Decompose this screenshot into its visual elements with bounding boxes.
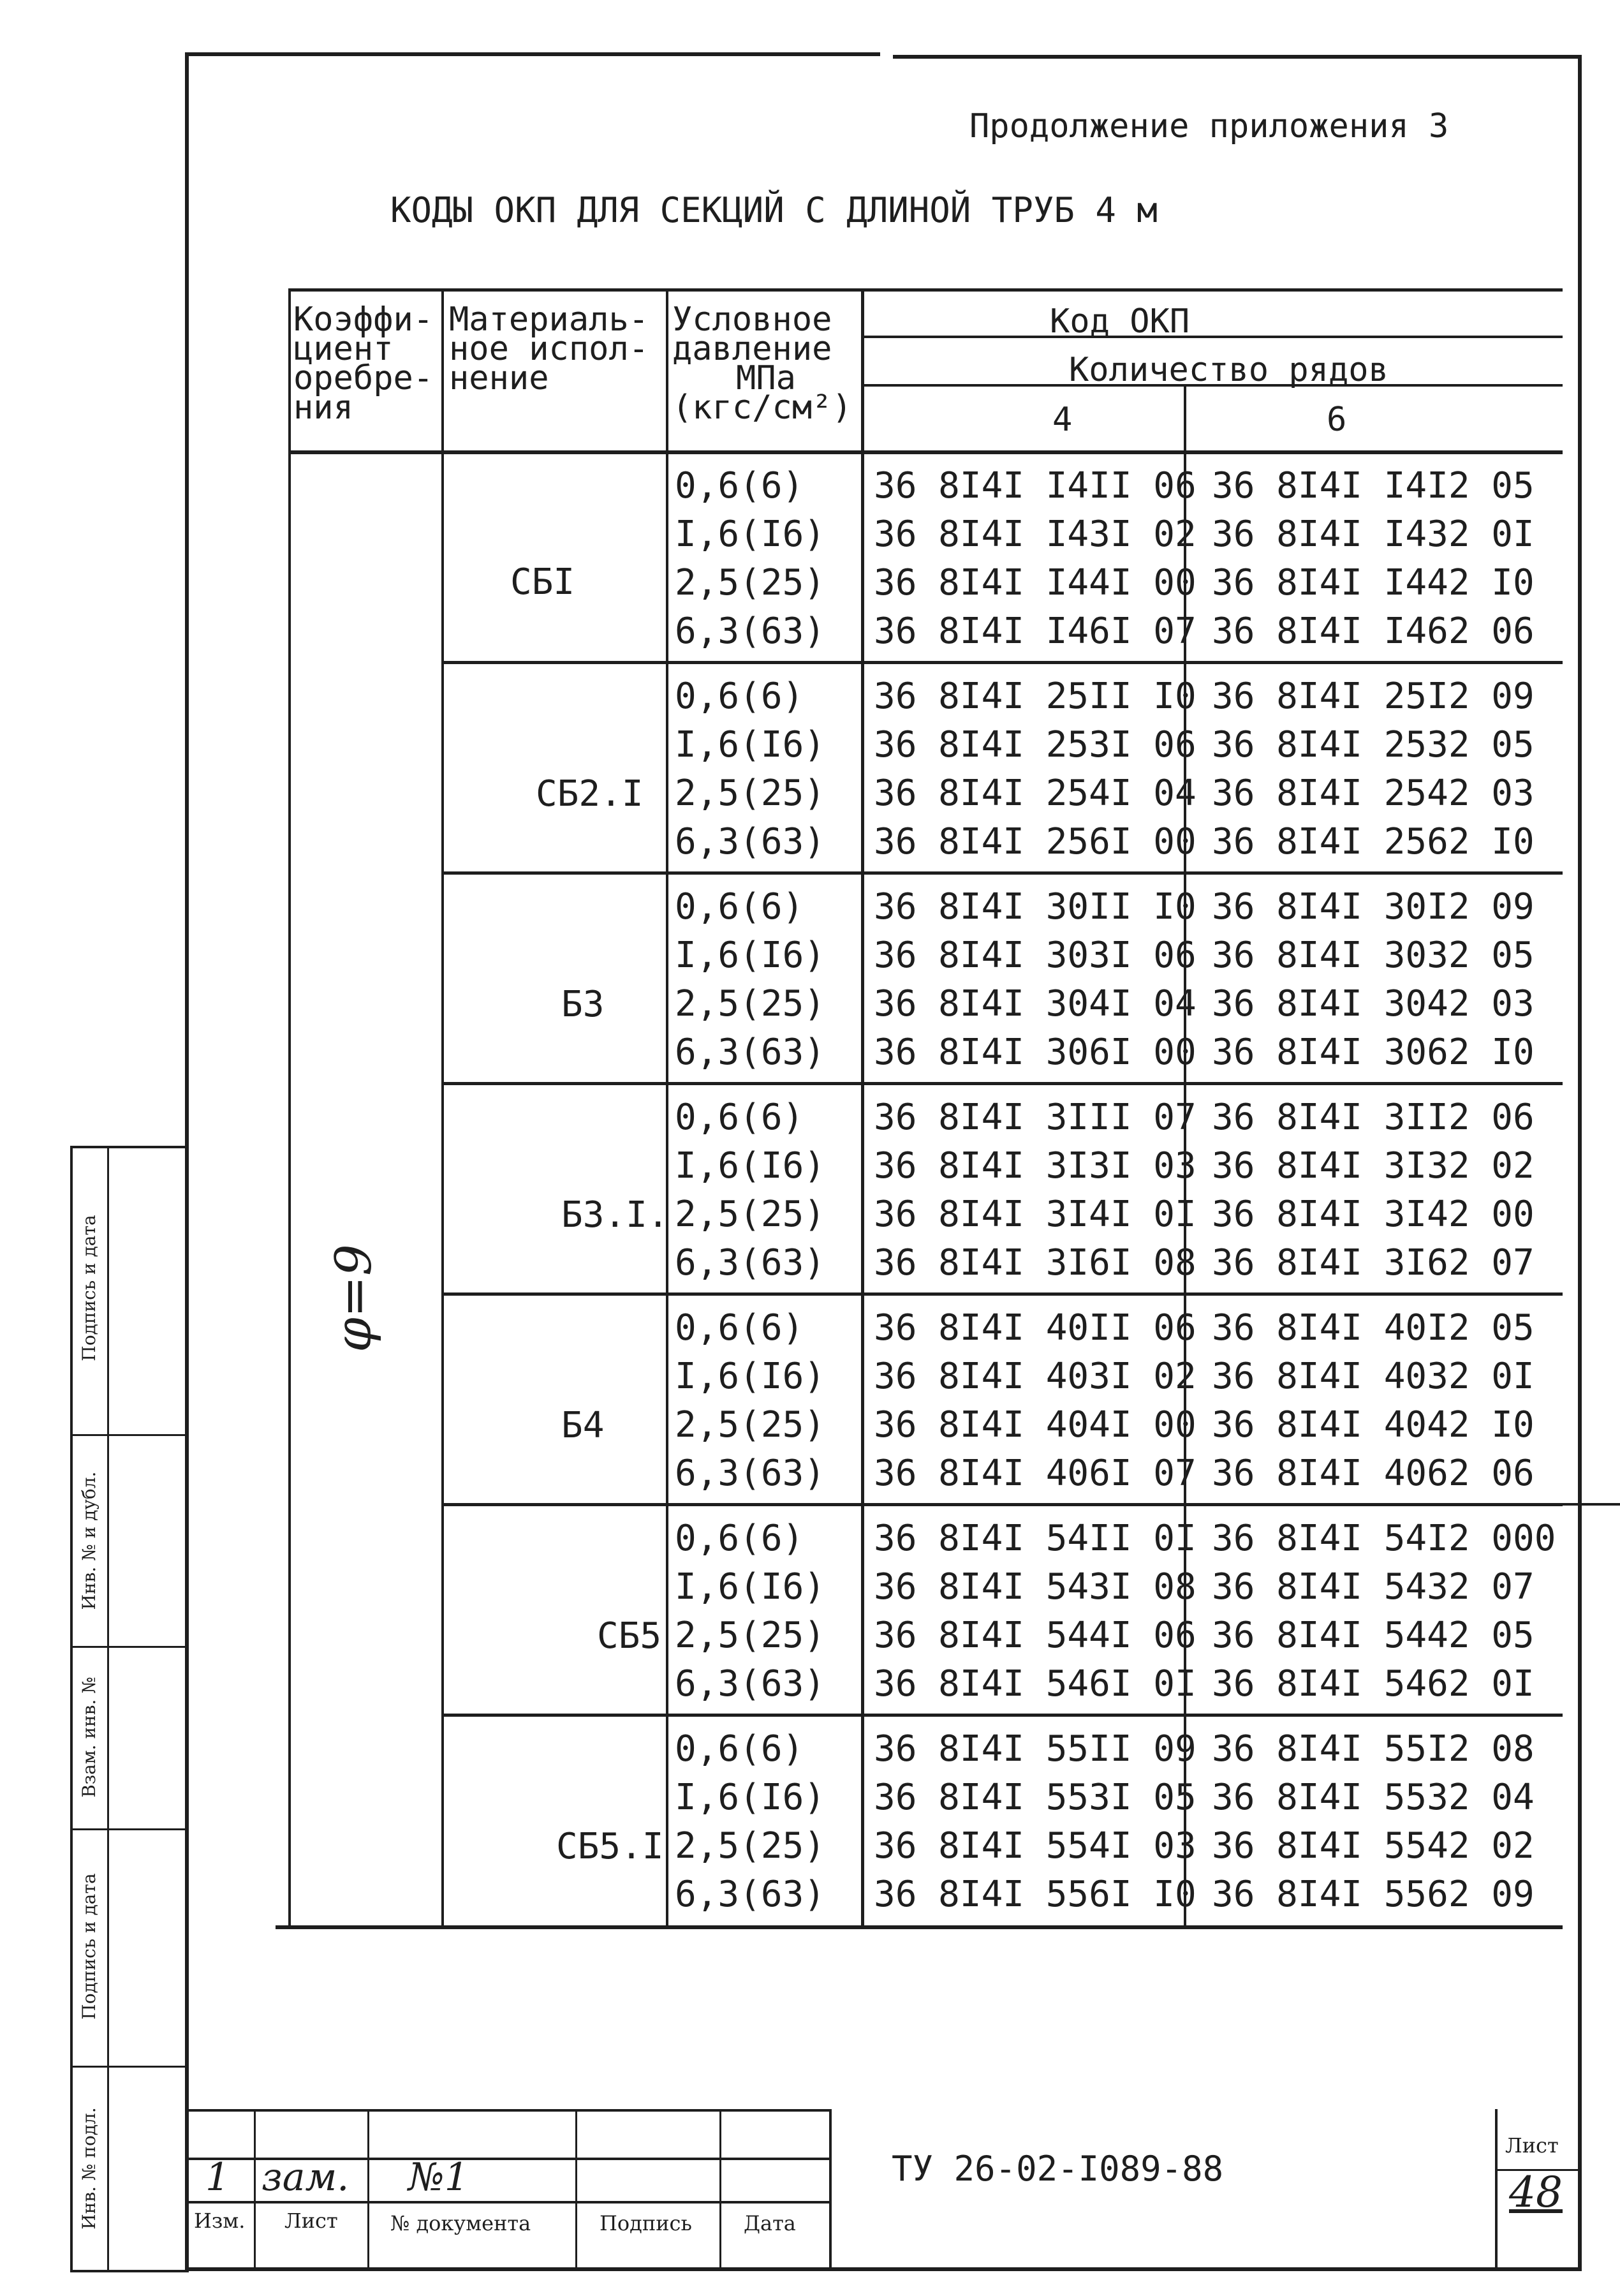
code-header-line xyxy=(864,336,1563,338)
document-designation: ТУ 26-02-I089-88 xyxy=(892,2149,1224,2189)
material-cell: СБI xyxy=(510,561,575,603)
code-cell-6: 36 8I4I 25I2 09 36 8I4I 2532 05 36 8I4I 2542 03 36 8I4I 2562 I0 xyxy=(1212,676,1535,863)
stamp-signature-date-2: Подпись и дата xyxy=(78,1873,99,2020)
page-title: КОДЫ ОКП ДЛЯ СЕКЦИЙ С ДЛИНОЙ ТРУБ 4 м xyxy=(390,190,1158,230)
code-cell-6: 36 8I4I 55I2 08 36 8I4I 5532 04 36 8I4I 5542 02 36 8I4I 5562 09 xyxy=(1212,1728,1535,1915)
code-cell-4: 36 8I4I I4II 06 36 8I4I I43I 02 36 8I4I I44I 00 36 8I4I I46I 07 xyxy=(874,465,1197,652)
stamp-signature-date-1: Подпись и дата xyxy=(78,1215,99,1361)
group-separator xyxy=(443,1082,1563,1085)
titleblock-row xyxy=(185,2201,829,2203)
titleblock-divider xyxy=(829,2109,832,2270)
frame-top-right xyxy=(893,55,1582,59)
frame-top-left xyxy=(185,52,880,56)
material-cell: СБ5 xyxy=(597,1615,662,1657)
page-edge-mark xyxy=(1563,1503,1620,1506)
change-document: №1 xyxy=(408,2155,469,2200)
titleblock-divider xyxy=(575,2109,577,2270)
material-cell: Б4 xyxy=(561,1405,605,1446)
material-cell: Б3 xyxy=(561,984,605,1025)
sheet-box-divider xyxy=(1495,2109,1498,2270)
pressure-cell: 0,6(6) I,6(I6) 2,5(25) 6,3(63) xyxy=(675,1097,826,1284)
code-cell-6: 36 8I4I 3II2 06 36 8I4I 3I32 02 36 8I4I 3I42 00 36 8I4I 3I62 07 xyxy=(1212,1097,1535,1284)
col-line-pressure xyxy=(861,288,864,1929)
code-cell-4: 36 8I4I 55II 09 36 8I4I 553I 05 36 8I4I 554I 03 36 8I4I 556I I0 xyxy=(874,1728,1197,1915)
header-rows-4: 4 xyxy=(1052,401,1073,439)
material-cell: СБ5.I xyxy=(556,1826,664,1867)
header-material: Материаль- ное испол- нение xyxy=(449,300,649,397)
group-separator xyxy=(443,1292,1563,1296)
label-date: Дата xyxy=(744,2211,796,2235)
frame-left xyxy=(185,52,189,2272)
label-document: № документа xyxy=(390,2211,531,2235)
group-separator xyxy=(443,661,1563,664)
fin-ratio-value: φ=9 xyxy=(325,1244,383,1352)
change-sheet: зам. xyxy=(261,2155,350,2200)
code-cell-6: 36 8I4I 30I2 09 36 8I4I 3032 05 36 8I4I 3042 03 36 8I4I 3062 I0 xyxy=(1212,886,1535,1073)
titleblock-divider xyxy=(254,2109,256,2270)
group-separator xyxy=(443,1714,1563,1717)
col-line-material xyxy=(666,288,668,1929)
header-rows-6: 6 xyxy=(1327,401,1347,439)
change-number: 1 xyxy=(205,2155,230,2200)
sheet-label: Лист xyxy=(1505,2133,1559,2158)
stamp-column-top xyxy=(70,1146,185,1148)
label-change: Изм. xyxy=(194,2209,246,2233)
stamp-column-left xyxy=(70,1146,73,2272)
stamp-inv-dup: Инв. № и дубл. xyxy=(78,1471,99,1610)
continuation-note: Продолжение приложения 3 xyxy=(969,107,1449,145)
header-bottom-border xyxy=(288,450,1563,454)
pressure-cell: 0,6(6) I,6(I6) 2,5(25) 6,3(63) xyxy=(675,1728,826,1915)
col-line-coef xyxy=(441,288,444,1929)
frame-bottom xyxy=(185,2267,1582,2271)
code-cell-6: 36 8I4I 54I2 000 36 8I4I 5432 07 36 8I4I 5442 05 36 8I4I 5462 0I xyxy=(1212,1518,1556,1705)
stamp-inv-original: Инв. № подл. xyxy=(78,2107,99,2230)
code-cell-6: 36 8I4I 40I2 05 36 8I4I 4032 0I 36 8I4I 4042 I0 36 8I4I 4062 06 xyxy=(1212,1307,1535,1494)
header-coefficient: Коэффи- циент оребре- ния xyxy=(293,300,434,427)
code-cell-4: 36 8I4I 54II 0I 36 8I4I 543I 08 36 8I4I 544I 06 36 8I4I 546I 0I xyxy=(874,1518,1197,1705)
material-cell: Б3.I. xyxy=(561,1194,669,1236)
table-bottom-border xyxy=(276,1925,1563,1929)
code-cell-4: 36 8I4I 3III 07 36 8I4I 3I3I 03 36 8I4I 3I4I 0I 36 8I4I 3I6I 08 xyxy=(874,1097,1197,1284)
pressure-cell: 0,6(6) I,6(I6) 2,5(25) 6,3(63) xyxy=(675,1518,826,1705)
frame-right xyxy=(1578,55,1582,2269)
header-code-okp: Код ОКП xyxy=(1050,302,1190,341)
table-top-border xyxy=(288,288,1563,292)
header-row-count: Количество рядов xyxy=(1069,351,1388,389)
label-signature: Подпись xyxy=(600,2211,692,2235)
titleblock-divider xyxy=(367,2109,369,2270)
sheet-number: 48 xyxy=(1509,2168,1563,2217)
titleblock-divider xyxy=(719,2109,721,2270)
header-pressure: Условное давление МПа (кгс/см²) xyxy=(672,300,852,427)
pressure-cell: 0,6(6) I,6(I6) 2,5(25) 6,3(63) xyxy=(675,1307,826,1494)
code-cell-4: 36 8I4I 30II I0 36 8I4I 303I 06 36 8I4I 304I 04 36 8I4I 306I 00 xyxy=(874,886,1197,1073)
stamp-column-inner xyxy=(107,1146,109,2272)
pressure-cell: 0,6(6) I,6(I6) 2,5(25) 6,3(63) xyxy=(675,886,826,1073)
label-sheet: Лист xyxy=(284,2209,338,2233)
pressure-cell: 0,6(6) I,6(I6) 2,5(25) 6,3(63) xyxy=(675,465,826,652)
group-separator xyxy=(443,1503,1563,1506)
material-cell: СБ2.I xyxy=(536,773,644,815)
group-separator xyxy=(443,871,1563,875)
col-line-left xyxy=(288,288,291,1929)
stamp-replace-inv: Взам. инв. № xyxy=(78,1677,99,1798)
code-cell-4: 36 8I4I 25II I0 36 8I4I 253I 06 36 8I4I 254I 04 36 8I4I 256I 00 xyxy=(874,676,1197,863)
code-cell-6: 36 8I4I I4I2 05 36 8I4I I432 0I 36 8I4I I442 I0 36 8I4I I462 06 xyxy=(1212,465,1535,652)
pressure-cell: 0,6(6) I,6(I6) 2,5(25) 6,3(63) xyxy=(675,676,826,863)
titleblock-top xyxy=(185,2109,829,2112)
code-cell-4: 36 8I4I 40II 06 36 8I4I 403I 02 36 8I4I 404I 00 36 8I4I 406I 07 xyxy=(874,1307,1197,1494)
